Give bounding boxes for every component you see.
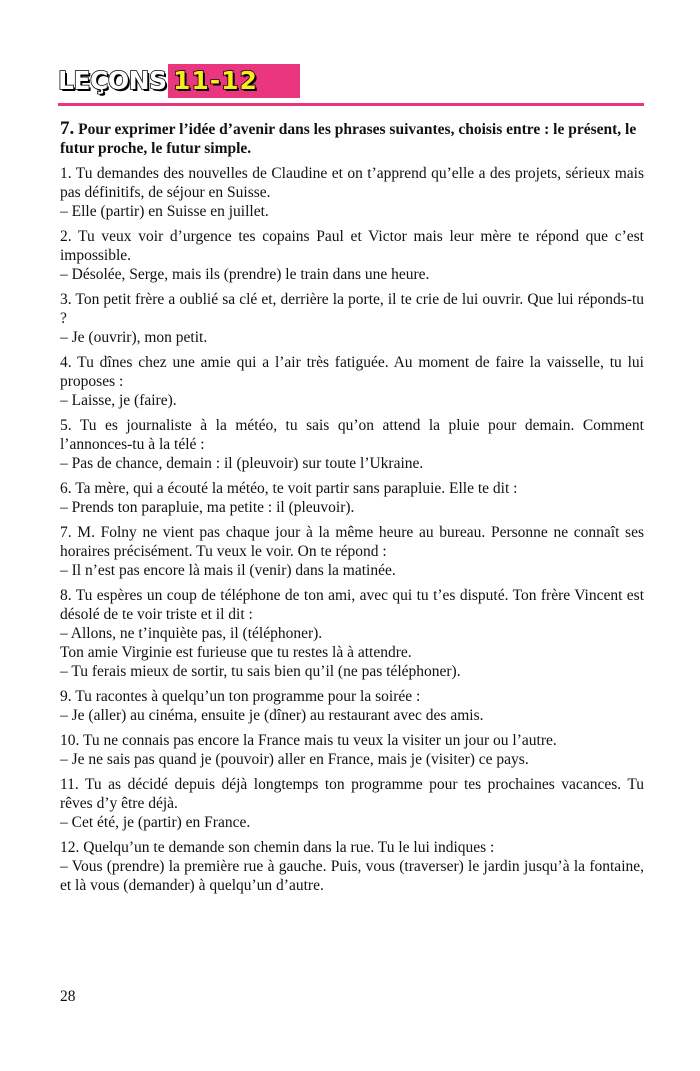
exercise-number: 7. (60, 118, 75, 139)
item-line: – Vous (prendre) la première rue à gauche. Puis, vous (traverser) le jardin jusqu’à la fontaine, et là vous (demander) à quelqu’un d’autre. (60, 858, 644, 894)
item-line: – Cet été, je (partir) en France. (60, 814, 251, 831)
item-prompt: 10. Tu ne connais pas encore la France mais tu veux la visiter un jour ou l’autre. (60, 732, 557, 749)
item-prompt: 1. Tu demandes des nouvelles de Claudine et on t’apprend qu’elle a des projets, sérieux mais pas définitifs, de séjour en Suisse. (60, 165, 644, 201)
lesson-numbers: 11-12 (173, 66, 258, 95)
exercise-item (60, 164, 644, 221)
item-prompt: 6. Ta mère, qui a écouté la météo, te voit partir sans parapluie. Elle te dit : (60, 480, 518, 497)
exercise-items (60, 164, 644, 895)
exercise-item (60, 523, 644, 580)
item-prompt: 3. Ton petit frère a oublié sa clé et, derrière la porte, il te crie de lui ouvrir. Que lui réponds-tu ? (60, 291, 644, 327)
item-line: – Elle (partir) en Suisse en juillet. (60, 203, 269, 220)
item-line: – Je ne sais pas quand je (pouvoir) aller en France, mais je (visiter) ce pays. (60, 751, 529, 768)
item-line: – Je (ouvrir), mon petit. (60, 329, 208, 346)
exercise (60, 119, 644, 901)
exercise-item (60, 227, 644, 284)
item-line: – Il n’est pas encore là mais il (venir) dans la matinée. (60, 562, 396, 579)
header-divider (58, 103, 644, 106)
page-number: 28 (60, 988, 76, 1005)
exercise-item (60, 479, 644, 517)
item-line: – Allons, ne t’inquiète pas, il (téléphoner). (60, 625, 323, 642)
item-prompt: 4. Tu dînes chez une amie qui a l’air très fatiguée. Au moment de faire la vaisselle, tu lui proposes : (60, 354, 644, 390)
exercise-item (60, 416, 644, 473)
item-line: – Pas de chance, demain : il (pleuvoir) sur toute l’Ukraine. (60, 455, 424, 472)
exercise-item (60, 731, 644, 769)
item-line: – Désolée, Serge, mais ils (prendre) le train dans une heure. (60, 266, 430, 283)
item-prompt: 11. Tu as décidé depuis déjà longtemps ton programme pour tes prochaines vacances. Tu rêves d’y être déjà. (60, 776, 644, 812)
item-prompt: 9. Tu racontes à quelqu’un ton programme pour la soirée : (60, 688, 421, 705)
exercise-item (60, 290, 644, 347)
exercise-item (60, 687, 644, 725)
exercise-item (60, 775, 644, 832)
item-prompt: 12. Quelqu’un te demande son chemin dans la rue. Tu le lui indiques : (60, 839, 495, 856)
lesson-title: LEÇONS (58, 66, 167, 95)
item-line: – Laisse, je (faire). (60, 392, 177, 409)
exercise-instruction (60, 119, 644, 158)
item-line: – Tu ferais mieux de sortir, tu sais bien qu’il (ne pas téléphoner). (60, 663, 461, 680)
exercise-item (60, 353, 644, 410)
exercise-item (60, 838, 644, 895)
exercise-item (60, 586, 644, 681)
item-prompt: 5. Tu es journaliste à la météo, tu sais qu’on attend la pluie pour demain. Comment l’annonces-tu à la télé : (60, 417, 644, 453)
item-line: – Prends ton parapluie, ma petite : il (pleuvoir). (60, 499, 355, 516)
item-prompt: 8. Tu espères un coup de téléphone de ton ami, avec qui tu t’es disputé. Ton frère Vincent est désolé de te voir triste et il dit : (60, 587, 644, 623)
instruction-text: Pour exprimer l’idée d’avenir dans les phrases suivantes, choisis entre : le présent, le futur proche, le futur simple. (60, 121, 637, 157)
item-prompt: 2. Tu veux voir d’urgence tes copains Paul et Victor mais leur mère te répond que c’est impossible. (60, 228, 644, 264)
item-line: Ton amie Virginie est furieuse que tu restes là à attendre. (60, 644, 412, 661)
item-prompt: 7. M. Folny ne vient pas chaque jour à la même heure au bureau. Personne ne connaît ses horaires précisément. Tu veux le voir. On te répond : (60, 524, 644, 560)
item-line: – Je (aller) au cinéma, ensuite je (dîner) au restaurant avec des amis. (60, 707, 484, 724)
